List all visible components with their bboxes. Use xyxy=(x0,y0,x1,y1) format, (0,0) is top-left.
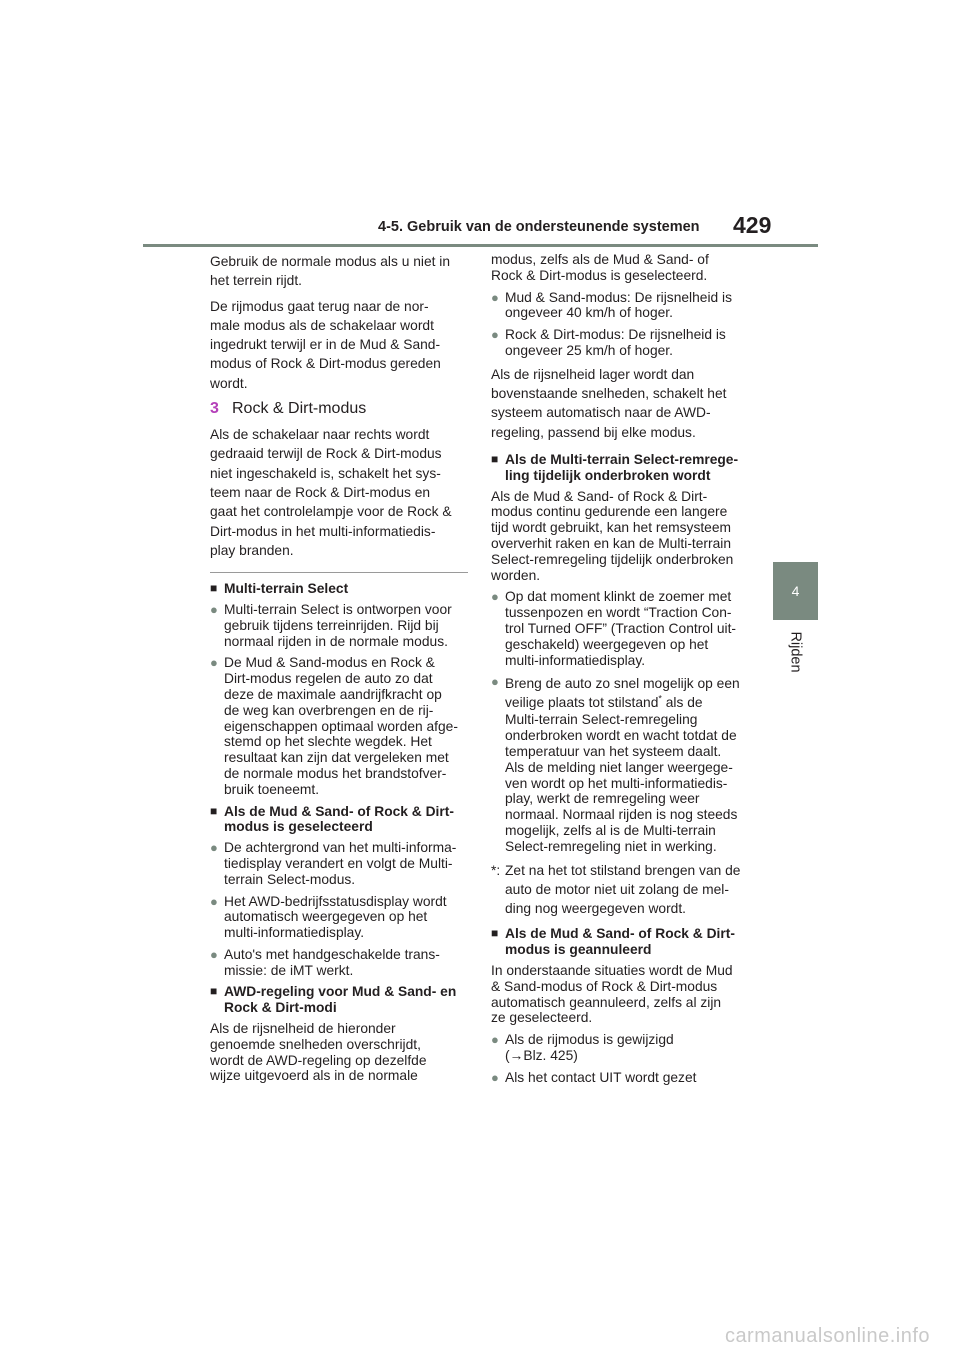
list-item-text xyxy=(224,655,458,797)
square-bullet-icon: ■ xyxy=(210,581,218,596)
bullet-icon: ● xyxy=(210,601,218,617)
text-line: ongeveer 25 km/h of hoger. xyxy=(505,342,673,358)
bullet-icon: ● xyxy=(210,946,218,962)
square-bullet-icon: ■ xyxy=(491,926,499,941)
list-item-text xyxy=(224,840,456,887)
page-reference-link[interactable]: (→Blz. 425) xyxy=(505,1047,578,1063)
text-line: tiedisplay verandert en volgt de Multi- xyxy=(224,855,453,871)
list-item-text xyxy=(505,589,736,668)
list-item xyxy=(210,655,468,797)
text-line: de normale modus het brandstofver- xyxy=(224,765,447,781)
text-line: modus of Rock & Dirt-modus gereden xyxy=(210,356,441,372)
text-fragment: veilige plaats tot stilstand xyxy=(505,695,659,711)
list-item-rest xyxy=(505,712,740,854)
bullet-icon: ● xyxy=(491,674,499,690)
text-line: geschakeld) weergegeven op het xyxy=(505,636,709,652)
text-line: trol Turned OFF” (Traction Control uit- xyxy=(505,620,737,636)
section-number: 3 xyxy=(210,400,219,418)
list-item-text xyxy=(224,947,440,979)
text-line: terrain Select-modus. xyxy=(224,871,356,887)
left-column xyxy=(210,252,468,1090)
subheading xyxy=(210,804,468,836)
text-line: bovenstaande snelheden, schakelt het xyxy=(491,386,727,402)
text-line: gedraaid terwijl de Rock & Dirt-modus xyxy=(210,446,442,462)
text-line: tijd wordt gebruikt, kan het remsysteem xyxy=(491,520,732,536)
list-item xyxy=(491,1032,755,1064)
chapter-number: 4 xyxy=(791,583,800,599)
chapter-tab[interactable] xyxy=(773,562,818,620)
subheading xyxy=(210,581,468,597)
text-line: ven wordt op het multi-informatiedis- xyxy=(505,775,728,791)
paragraph xyxy=(491,489,755,584)
text-line: Select-remregeling niet in werking. xyxy=(505,838,717,854)
text-line: wordt de AWD-regeling op dezelfde xyxy=(210,1052,427,1068)
text-line: modus, zelfs als de Mud & Sand- of xyxy=(491,252,709,267)
text-line: tussenpozen en wordt “Traction Con- xyxy=(505,605,732,621)
text-line: Rock & Dirt-modi xyxy=(224,1000,337,1016)
text-line: Op dat moment klinkt de zoemer met xyxy=(505,589,732,605)
text-line: Mud & Sand-modus: De rijsnelheid is xyxy=(505,289,732,305)
subheading xyxy=(491,926,755,958)
text-line: mogelijk, zelfs al is de Multi-terrain xyxy=(505,822,716,838)
subheading-text xyxy=(505,926,735,958)
list-item-text xyxy=(505,674,740,854)
text-line: Als de Multi-terrain Select-remrege- xyxy=(505,451,739,467)
divider xyxy=(210,572,468,573)
text-line: ze geselecteerd. xyxy=(491,1010,593,1026)
text-line: normaal rijden in de normale modus. xyxy=(224,633,448,649)
bullet-icon: ● xyxy=(491,1069,499,1085)
footnote xyxy=(491,861,755,919)
text-line: play branden. xyxy=(210,542,294,558)
text-line: multi-informatiedisplay. xyxy=(224,925,365,941)
text-line: missie: de iMT werkt. xyxy=(224,962,354,978)
section-heading xyxy=(210,399,468,419)
list-item xyxy=(491,674,755,854)
text-line: worden. xyxy=(491,567,541,583)
text-line: Zet na het tot stilstand brengen van de xyxy=(505,862,741,878)
list-item-text xyxy=(505,1032,674,1064)
text-line: genoemde snelheden overschrijdt, xyxy=(210,1036,421,1052)
text-line: ongeveer 40 km/h of hoger. xyxy=(505,305,673,321)
text-line: eigenschappen optimaal worden afge- xyxy=(224,718,458,734)
text-line: & Sand-modus of Rock & Dirt-modus xyxy=(491,978,718,994)
text-line: Dirt-modus in het multi-informatiedis- xyxy=(210,523,436,539)
text-line: ling tijdelijk onderbroken wordt xyxy=(505,467,711,483)
text-line: de weg kan overbrengen en de rij- xyxy=(224,702,434,718)
section-title: 4-5. Gebruik van de ondersteunende systemen xyxy=(378,219,700,235)
subheading-text xyxy=(224,804,454,836)
text-line: Dirt-modus regelen de auto zo dat xyxy=(224,671,433,687)
text-line: deze de maximale aandrijfkracht op xyxy=(224,686,442,702)
text-line: Select-remregeling tijdelijk onderbroken xyxy=(491,551,734,567)
list-item-text xyxy=(505,290,732,322)
list-item xyxy=(491,589,755,668)
bullet-icon: ● xyxy=(491,289,499,305)
subheading xyxy=(491,452,755,484)
text-line: Als de Mud & Sand- of Rock & Dirt- xyxy=(505,926,735,942)
text-line: Als de Mud & Sand- of Rock & Dirt- xyxy=(491,488,708,504)
subheading-text: Multi-terrain Select xyxy=(224,581,349,597)
text-line: regeling, passend bij elke modus. xyxy=(491,424,696,440)
header-rule xyxy=(143,244,818,247)
text-line: Rock & Dirt-modus: De rijsnelheid is xyxy=(505,327,726,343)
paragraph xyxy=(491,365,755,442)
bullet-icon: ● xyxy=(491,589,499,605)
line: Breng de auto zo snel mogelijk op een xyxy=(505,676,740,692)
text-line: onderbroken wordt en wacht totdat de xyxy=(505,728,737,744)
list-item xyxy=(491,1070,755,1086)
list-item-text xyxy=(505,327,726,359)
text-line: Auto's met handgeschakelde trans- xyxy=(224,946,440,962)
watermark: carmanualsonline.info xyxy=(724,1325,930,1347)
square-bullet-icon: ■ xyxy=(210,803,218,818)
text-line: temperatuur van het systeem daalt. xyxy=(505,743,722,759)
text-line: oververhit raken en kan de Multi-terrain xyxy=(491,535,732,551)
text-line: gaat het controlelampje voor de Rock & xyxy=(210,504,452,520)
paragraph xyxy=(491,252,755,284)
paragraph xyxy=(210,425,468,560)
text-line: Als de schakelaar naar rechts wordt xyxy=(210,427,430,443)
line: Als de rijmodus is gewijzigd xyxy=(505,1032,674,1048)
list-item-text xyxy=(224,894,447,941)
list-item-text xyxy=(224,602,452,649)
text-line: teem naar de Rock & Dirt-modus en xyxy=(210,484,431,500)
section-title-text: Rock & Dirt-modus xyxy=(232,400,367,418)
text-line: modus is geannuleerd xyxy=(505,942,652,958)
list-item xyxy=(210,894,468,941)
text-line: play, werkt de remregeling weer xyxy=(505,791,700,807)
list-item-text: Als het contact UIT wordt gezet xyxy=(505,1069,697,1085)
bullet-icon: ● xyxy=(491,327,499,343)
text-line: Multi-terrain Select is ontworpen voor xyxy=(224,601,452,617)
list-item xyxy=(210,602,468,649)
bullet-icon: ● xyxy=(210,655,218,671)
text-line: systeem automatisch naar de AWD- xyxy=(491,405,711,421)
bullet-icon: ● xyxy=(210,893,218,909)
text-line: bruik toeneemt. xyxy=(224,781,320,797)
paragraph xyxy=(491,963,755,1026)
text-line: niet ingeschakeld is, schakelt het sys- xyxy=(210,465,441,481)
text-line: Gebruik de normale modus als u niet in xyxy=(210,254,451,269)
bullet-icon: ● xyxy=(491,1032,499,1048)
subheading-text xyxy=(505,452,738,484)
text-line: multi-informatiedisplay. xyxy=(505,652,646,668)
list-item xyxy=(210,840,468,887)
text-line: male modus als de schakelaar wordt xyxy=(210,317,434,333)
text-line: normaal. Normaal rijden is nog steeds xyxy=(505,807,738,823)
text-fragment: als de xyxy=(661,695,703,711)
text-line: auto de motor niet uit zolang de mel- xyxy=(505,881,729,897)
bullet-icon: ● xyxy=(210,840,218,856)
text-line: De Mud & Sand-modus en Rock & xyxy=(224,655,435,671)
text-line: gebruik tijdens terreinrijden. Rijd bij xyxy=(224,617,439,633)
subheading-text xyxy=(224,984,456,1016)
footnote-marker: * xyxy=(658,693,662,704)
list-item xyxy=(210,947,468,979)
text-line: Rock & Dirt-modus is geselecteerd. xyxy=(491,267,708,283)
right-column xyxy=(491,252,755,1092)
text-line: stemd op het slechte wegdek. Het xyxy=(224,734,432,750)
paragraph xyxy=(210,252,468,291)
square-bullet-icon: ■ xyxy=(210,984,218,999)
text-line: automatisch weergegeven op het xyxy=(224,909,428,925)
text-line: Als de Mud & Sand- of Rock & Dirt- xyxy=(224,803,454,819)
line xyxy=(505,693,740,712)
list-item xyxy=(491,327,755,359)
text-line: In onderstaande situaties wordt de Mud xyxy=(491,962,733,978)
text-line: ding nog weergegeven wordt. xyxy=(505,901,687,917)
text-line: Als de melding niet langer weergege- xyxy=(505,759,733,775)
text-line: modus is geselecteerd xyxy=(224,819,373,835)
text-line: ingedrukt terwijl er in de Mud & Sand- xyxy=(210,337,441,353)
square-bullet-icon: ■ xyxy=(491,451,499,466)
text-line: Als de rijsnelheid lager wordt dan xyxy=(491,366,695,382)
paragraph xyxy=(210,297,468,393)
text-line: Multi-terrain Select-remregeling xyxy=(505,712,698,728)
subheading xyxy=(210,984,468,1016)
page-number: 429 xyxy=(733,212,772,238)
text-line: Het AWD-bedrijfsstatusdisplay wordt xyxy=(224,893,447,909)
text-line: wordt. xyxy=(210,375,248,391)
text-line: De rijmodus gaat terug naar de nor- xyxy=(210,298,429,314)
text-line: resultaat kan zijn dat vergeleken met xyxy=(224,750,449,766)
text-line: het terrein rijdt. xyxy=(210,273,303,289)
paragraph xyxy=(210,1021,468,1084)
list-item xyxy=(491,290,755,322)
chapter-label: Rijden xyxy=(787,631,804,673)
text-line: AWD-regeling voor Mud & Sand- en xyxy=(224,984,457,1000)
text-line: modus continu gedurende een langere xyxy=(491,504,728,520)
text-line: wijze uitgevoerd als in de normale xyxy=(210,1068,418,1084)
footnote-text xyxy=(505,861,740,919)
chapter-label-box xyxy=(773,626,818,678)
text-line: Als de rijsnelheid de hieronder xyxy=(210,1021,396,1037)
text-line: De achtergrond van het multi-informa- xyxy=(224,840,457,856)
text-line: automatisch geannuleerd, zelfs al zijn xyxy=(491,994,722,1010)
footnote-mark: *: xyxy=(491,862,501,878)
